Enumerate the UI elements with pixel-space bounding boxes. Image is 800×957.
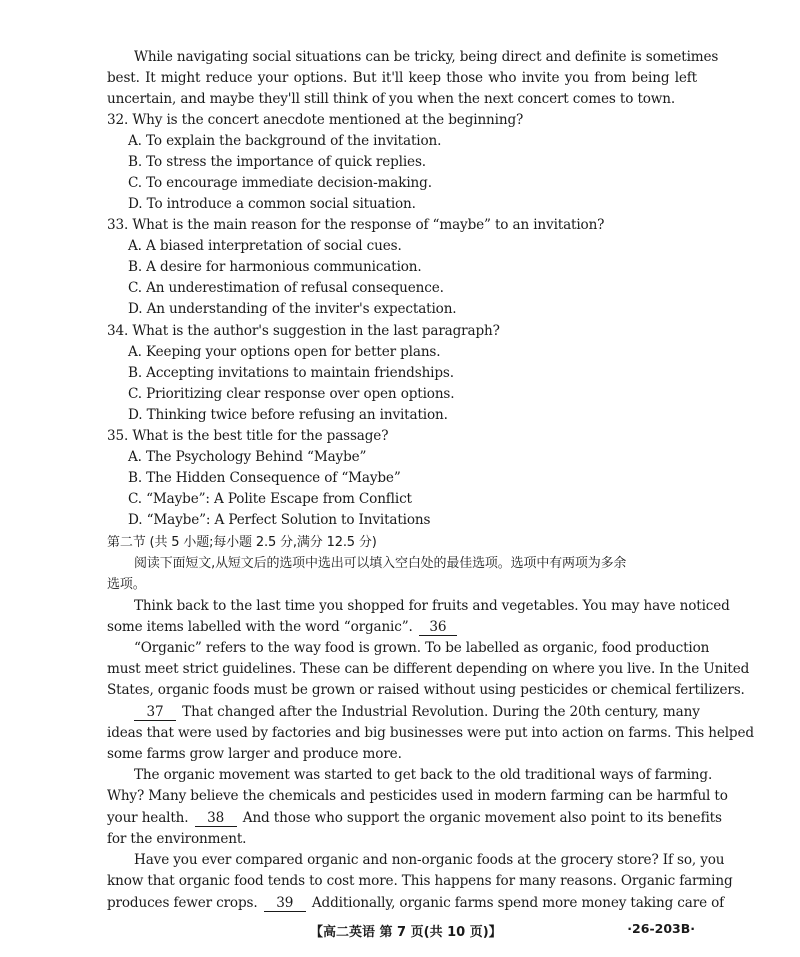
question-33-option-a[interactable]: A. A biased interpretation of social cues.	[128, 238, 402, 254]
question-35-option-b[interactable]: B. The Hidden Consequence of “Maybe”	[128, 470, 401, 486]
cloze-line: some farms grow larger and produce more.	[107, 746, 402, 762]
question-34-option-a[interactable]: A. Keeping your options open for better plans.	[128, 344, 441, 360]
question-34-option-b[interactable]: B. Accepting invitations to maintain friendships.	[128, 365, 454, 381]
question-32-option-c[interactable]: C. To encourage immediate decision-making.	[128, 175, 432, 191]
passage-line: While navigating social situations can be tricky, being direct and definite is sometimes	[134, 49, 719, 65]
section-heading: 第二节 (共 5 小题;每小题 2.5 分,满分 12.5 分)	[107, 535, 377, 550]
cloze-line	[134, 702, 700, 723]
question-33-stem: 33. What is the main reason for the response of “maybe” to an invitation?	[107, 217, 605, 233]
question-35-option-c[interactable]: C. “Maybe”: A Polite Escape from Conflict	[128, 491, 412, 507]
cloze-text: Additionally, organic farms spend more money taking care of	[311, 895, 725, 911]
question-35-option-a[interactable]: A. The Psychology Behind “Maybe”	[128, 449, 367, 465]
blank-39[interactable]: 39	[264, 895, 306, 912]
blank-37[interactable]: 37	[134, 704, 176, 721]
question-33-option-d[interactable]: D. An understanding of the inviter's expectation.	[128, 301, 457, 317]
section-instruction: 阅读下面短文,从短文后的选项中选出可以填入空白处的最佳选项。选项中有两项为多余	[134, 556, 627, 571]
cloze-line: know that organic food tends to cost more. This happens for many reasons. Organic farming	[107, 873, 733, 889]
section-instruction: 选项。	[107, 577, 146, 592]
cloze-line	[107, 893, 725, 914]
question-32-stem: 32. Why is the concert anecdote mentioned at the beginning?	[107, 112, 524, 128]
question-33-option-c[interactable]: C. An underestimation of refusal consequence.	[128, 280, 444, 296]
question-34-option-c[interactable]: C. Prioritizing clear response over open options.	[128, 386, 455, 402]
cloze-text: produces fewer crops.	[107, 895, 258, 911]
cloze-line: The organic movement was started to get back to the old traditional ways of farming.	[134, 767, 713, 783]
cloze-text: some items labelled with the word “organic”.	[107, 619, 413, 635]
cloze-line	[107, 808, 722, 829]
cloze-line: Think back to the last time you shopped for fruits and vegetables. You may have noticed	[134, 598, 730, 614]
passage-line: best. It might reduce your options. But it'll keep those who invite you from being left	[107, 70, 697, 86]
question-35-option-d[interactable]: D. “Maybe”: A Perfect Solution to Invitations	[128, 512, 431, 528]
question-35-stem: 35. What is the best title for the passage?	[107, 428, 389, 444]
cloze-line: “Organic” refers to the way food is grown. To be labelled as organic, food production	[134, 640, 710, 656]
cloze-text: your health.	[107, 810, 189, 826]
cloze-line: must meet strict guidelines. These can be different depending on where you live. In the United	[107, 661, 750, 677]
question-32-option-a[interactable]: A. To explain the background of the invitation.	[128, 133, 442, 149]
question-32-option-b[interactable]: B. To stress the importance of quick replies.	[128, 154, 426, 170]
cloze-line: Why? Many believe the chemicals and pesticides used in modern farming can be harmful to	[107, 788, 728, 804]
question-33-option-b[interactable]: B. A desire for harmonious communication.	[128, 259, 422, 275]
cloze-text: And those who support the organic movement also point to its benefits	[242, 810, 722, 826]
question-32-option-d[interactable]: D. To introduce a common social situation.	[128, 196, 416, 212]
cloze-line: Have you ever compared organic and non-organic foods at the grocery store? If so, you	[134, 852, 725, 868]
blank-38[interactable]: 38	[195, 810, 237, 827]
cloze-line	[107, 617, 697, 638]
page-footer: 【高二英语 第 7 页(共 10 页)】	[310, 925, 502, 940]
question-34-stem: 34. What is the author's suggestion in the last paragraph?	[107, 323, 500, 339]
cloze-text: That changed after the Industrial Revolution. During the 20th century, many	[182, 704, 700, 720]
cloze-line: States, organic foods must be grown or raised without using pesticides or chemical fertilizers.	[107, 682, 745, 698]
question-34-option-d[interactable]: D. Thinking twice before refusing an invitation.	[128, 407, 448, 423]
cloze-line: for the environment.	[107, 831, 247, 847]
passage-line: uncertain, and maybe they'll still think of you when the next concert comes to town.	[107, 91, 676, 107]
cloze-line: ideas that were used by factories and big businesses were put into action on farms. This helped	[107, 725, 754, 741]
exam-code: ·26-203B·	[627, 921, 695, 936]
blank-36[interactable]: 36	[419, 619, 457, 636]
